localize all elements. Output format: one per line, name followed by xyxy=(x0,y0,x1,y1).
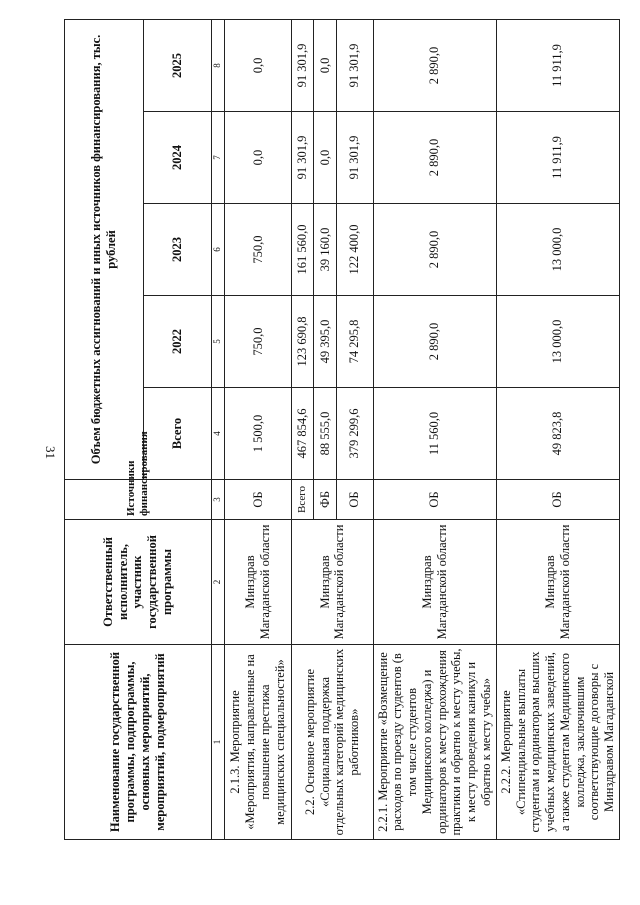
row-value: 49 395,0 xyxy=(314,296,336,388)
col-number: 7 xyxy=(211,112,224,204)
row-name: 2.2.2. Мероприятие «Стипендиальные выплаты студентам и ординаторам высших учебных медицинских заведений, а также студентам Медицинского колледжа, заключившим соответствующие договоры с Минздравом Магаданской xyxy=(496,645,619,840)
row-value: 123 690,8 xyxy=(292,296,314,388)
row-source: ОБ xyxy=(496,480,619,520)
row-value: 2 890,0 xyxy=(373,204,496,296)
row-value: 11 911,9 xyxy=(496,19,619,111)
row-executor: Минздрав Магаданской области xyxy=(496,520,619,645)
row-value: 91 301,9 xyxy=(292,19,314,111)
row-value: 0,0 xyxy=(314,19,336,111)
row-name: 2.2. Основное мероприятие «Социальная поддержка отдельных категорий медицинских работников» xyxy=(292,645,373,840)
row-value: 11 911,9 xyxy=(496,112,619,204)
header-volume: Объем бюджетных ассигнований и иных источников финансирования, тыс. рублей xyxy=(65,19,144,479)
header-executor: Ответственный исполнитель, участник государственной программы xyxy=(65,520,212,645)
col-number: 6 xyxy=(211,204,224,296)
row-value: 2 890,0 xyxy=(373,296,496,388)
row-value: 1 500,0 xyxy=(224,388,291,480)
row-value: 91 301,9 xyxy=(336,19,373,111)
row-value: 13 000,0 xyxy=(496,204,619,296)
row-name: 2.1.3. Мероприятие «Мероприятия, направленные на повышение престижа медицинских специальностей» xyxy=(224,645,291,840)
row-source: Всего xyxy=(292,480,314,520)
page-number: 31 xyxy=(43,446,58,459)
row-value: 39 160,0 xyxy=(314,204,336,296)
row-value: 91 301,9 xyxy=(336,112,373,204)
row-value: 467 854,6 xyxy=(292,388,314,480)
row-source: ОБ xyxy=(224,480,291,520)
row-source: ОБ xyxy=(336,480,373,520)
header-year-2023: 2023 xyxy=(144,204,211,296)
row-value: 13 000,0 xyxy=(496,296,619,388)
row-source: ФБ xyxy=(314,480,336,520)
row-value: 88 555,0 xyxy=(314,388,336,480)
row-value: 750,0 xyxy=(224,296,291,388)
col-number: 4 xyxy=(211,388,224,480)
row-value: 0,0 xyxy=(224,19,291,111)
row-value: 91 301,9 xyxy=(292,112,314,204)
col-number: 8 xyxy=(211,19,224,111)
row-value: 49 823,8 xyxy=(496,388,619,480)
row-executor: Минздрав Магаданской области xyxy=(292,520,373,645)
row-value: 2 890,0 xyxy=(373,112,496,204)
row-value: 0,0 xyxy=(224,112,291,204)
row-value: 161 560,0 xyxy=(292,204,314,296)
row-executor: Минздрав Магаданской области xyxy=(373,520,496,645)
col-number: 3 xyxy=(211,480,224,520)
col-number: 1 xyxy=(211,645,224,840)
header-year-2024: 2024 xyxy=(144,112,211,204)
header-year-2025: 2025 xyxy=(144,19,211,111)
row-value: 750,0 xyxy=(224,204,291,296)
header-year-2022: 2022 xyxy=(144,296,211,388)
row-value: 74 295,8 xyxy=(336,296,373,388)
row-value: 2 890,0 xyxy=(373,19,496,111)
row-source: ОБ xyxy=(373,480,496,520)
row-value: 11 560,0 xyxy=(373,388,496,480)
row-executor: Минздрав Магаданской области xyxy=(224,520,291,645)
rotated-table-container xyxy=(64,20,620,840)
row-value: 379 299,6 xyxy=(336,388,373,480)
row-value: 122 400,0 xyxy=(336,204,373,296)
header-year-total: Всего xyxy=(144,388,211,480)
financing-table xyxy=(64,19,620,840)
row-value: 0,0 xyxy=(314,112,336,204)
row-name: 2.2.1. Мероприятие «Возмещение расходов по проезду студентов (в том числе студентов Медицинского колледжа) и ординаторов к месту прохождения практики и обратно к месту учебы, к месту проведения каникул и обратно к месту учебы» xyxy=(373,645,496,840)
col-number: 2 xyxy=(211,520,224,645)
header-source: Источники финансирования xyxy=(65,480,212,520)
header-name: Наименование государственной программы, подпрограммы, основных мероприятий, мероприятий, подмероприятий xyxy=(65,645,212,840)
col-number: 5 xyxy=(211,296,224,388)
